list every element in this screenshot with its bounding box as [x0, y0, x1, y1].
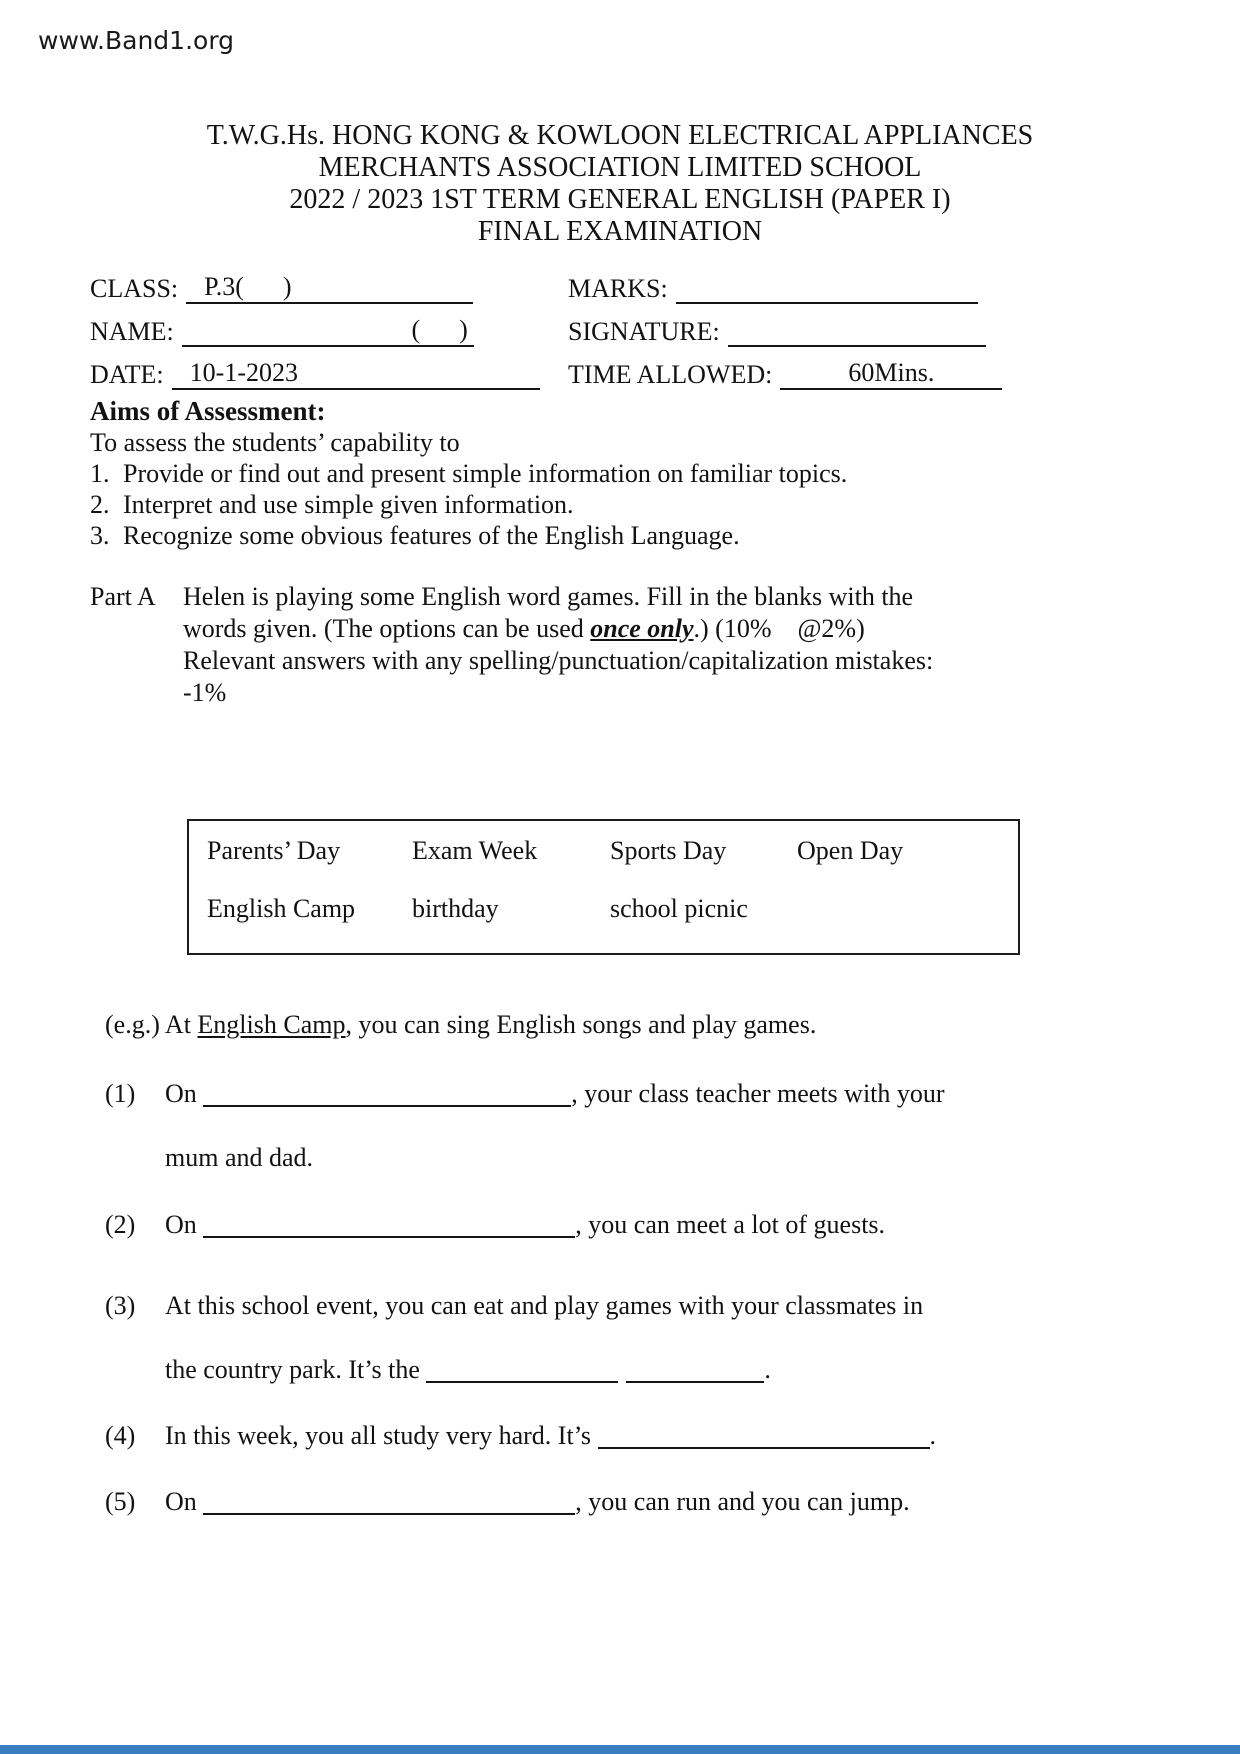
instruction-line-3: Relevant answers with any spelling/punctuation/capitalization mistakes:: [183, 646, 934, 675]
aims-item-text: Provide or find out and present simple information on familiar topics.: [123, 459, 848, 488]
question-1-line-1: [165, 1078, 1150, 1110]
question-1-text: [165, 1078, 1150, 1174]
question-2-answer-blank: [203, 1210, 575, 1238]
instruction-line-2: [183, 613, 1083, 645]
word-bank-row-1: [207, 835, 1018, 867]
question-5: [105, 1486, 1150, 1518]
part-a-section: [90, 581, 1150, 709]
aims-item-number: 1.: [90, 459, 110, 488]
question-5-answer-blank: [203, 1487, 575, 1515]
info-row-class-marks: [90, 270, 1150, 304]
marks-label: MARKS:: [568, 274, 668, 303]
name-label: NAME:: [90, 317, 174, 346]
example-answer: English Camp: [197, 1010, 346, 1039]
question-4-pre: In this week, you all study very hard. It’s: [165, 1421, 598, 1450]
class-label: CLASS:: [90, 274, 179, 303]
page-content: [90, 270, 1150, 1518]
word-bank-item-exam-week: Exam Week: [412, 836, 538, 865]
class-blank: [186, 270, 473, 304]
part-a-instructions: [183, 581, 1083, 709]
info-row-date-time: [90, 356, 1150, 390]
title-line-school-2: MERCHANTS ASSOCIATION LIMITED SCHOOL: [318, 152, 922, 183]
word-bank-item-school-picnic: school picnic: [610, 894, 748, 923]
name-field: [90, 313, 568, 347]
aims-intro: To assess the students’ capability to: [90, 428, 460, 457]
question-3: [105, 1290, 1150, 1386]
aims-item-text: Interpret and use simple given information.: [123, 490, 574, 519]
question-1-number: (1): [105, 1079, 136, 1108]
question-1-pre: On: [165, 1079, 204, 1108]
question-5-number: (5): [105, 1487, 136, 1516]
aims-item-2: [90, 489, 1150, 520]
question-2-text: [165, 1209, 1150, 1241]
once-only-emphasis: once only: [590, 614, 694, 643]
signature-field: [568, 313, 1150, 347]
question-1-answer-blank: [203, 1079, 571, 1107]
marks-blank: [676, 270, 978, 304]
signature-blank: [728, 313, 986, 347]
date-field: [90, 356, 568, 390]
question-3-text: [165, 1290, 1150, 1386]
date-label: DATE:: [90, 360, 164, 389]
aims-heading: Aims of Assessment:: [90, 396, 326, 426]
time-allowed-blank: [780, 356, 1002, 390]
name-blank: [182, 313, 474, 347]
exam-title: [70, 120, 1170, 248]
aims-item-number: 3.: [90, 521, 110, 550]
instruction-line-1: Helen is playing some English word games. Fill in the blanks with the: [183, 582, 914, 611]
question-3-number: (3): [105, 1291, 136, 1320]
example-prefix: (e.g.) At: [105, 1010, 198, 1039]
word-bank-item-english-camp: English Camp: [207, 894, 356, 923]
instruction-line-2-pre: words given. (The options can be used: [183, 614, 591, 643]
example-sentence: [105, 1009, 1150, 1041]
question-3-pre: the country park. It’s the: [165, 1355, 427, 1384]
title-line-exam: FINAL EXAMINATION: [477, 216, 763, 247]
aims-item-text: Recognize some obvious features of the English Language.: [123, 521, 740, 550]
watermark-text: www.Band1.org: [38, 26, 235, 55]
word-bank-item-open-day: Open Day: [797, 836, 904, 865]
question-4-post: .: [929, 1421, 937, 1450]
question-1-line-2: mum and dad.: [165, 1143, 314, 1172]
time-allowed-label: TIME ALLOWED:: [568, 360, 773, 389]
footer-bar: [0, 1745, 1240, 1754]
aims-item-number: 2.: [90, 490, 110, 519]
question-5-pre: On: [165, 1487, 204, 1516]
word-bank-row-2: [207, 893, 1018, 925]
question-3-answer-blank-2: [626, 1355, 764, 1383]
title-line-school-1: T.W.G.Hs. HONG KONG & KOWLOON ELECTRICAL APPLIANCES: [206, 120, 1034, 151]
class-value: P.3( ): [204, 272, 292, 301]
question-4-number: (4): [105, 1421, 136, 1450]
word-bank-box: [187, 819, 1020, 955]
question-2-pre: On: [165, 1210, 204, 1239]
class-field: [90, 270, 568, 304]
instruction-line-2-post: .) (10% @2%): [693, 614, 865, 643]
question-1: [105, 1078, 1150, 1174]
question-3-answer-blank-1: [426, 1355, 618, 1383]
question-3-line-2: [165, 1354, 1150, 1386]
marks-field: [568, 270, 1150, 304]
question-2-post: , you can meet a lot of guests.: [575, 1210, 886, 1239]
aims-item-1: [90, 458, 1150, 489]
question-2-number: (2): [105, 1210, 136, 1239]
question-4-answer-blank: [598, 1421, 930, 1449]
question-5-text: [165, 1486, 1150, 1518]
instruction-line-4: -1%: [183, 678, 227, 707]
word-bank-item-parents-day: Parents’ Day: [207, 836, 341, 865]
question-4-text: [165, 1420, 1150, 1452]
question-2: [105, 1209, 1150, 1241]
question-1-post: , your class teacher meets with your: [571, 1079, 945, 1108]
example-suffix: , you can sing English songs and play games.: [345, 1010, 817, 1039]
info-row-name-signature: [90, 313, 1150, 347]
question-3-line-1: At this school event, you can eat and play games with your classmates in: [165, 1291, 924, 1320]
word-bank-item-birthday: birthday: [412, 894, 499, 923]
date-value: 10-1-2023: [189, 358, 298, 387]
signature-label: SIGNATURE:: [568, 317, 720, 346]
aims-section: [90, 396, 1150, 551]
name-class-number-paren: ( ): [411, 315, 468, 344]
aims-item-3: [90, 520, 1150, 551]
time-allowed-field: [568, 356, 1150, 390]
part-a-label: Part A: [90, 582, 156, 611]
question-3-post: .: [764, 1355, 771, 1384]
word-bank-item-sports-day: Sports Day: [610, 836, 727, 865]
question-4: [105, 1420, 1150, 1452]
time-allowed-value: 60Mins.: [848, 358, 935, 387]
question-5-post: , you can run and you can jump.: [575, 1487, 910, 1516]
date-blank: [172, 356, 540, 390]
title-line-term: 2022 / 2023 1ST TERM GENERAL ENGLISH (PAPER I): [289, 184, 951, 215]
